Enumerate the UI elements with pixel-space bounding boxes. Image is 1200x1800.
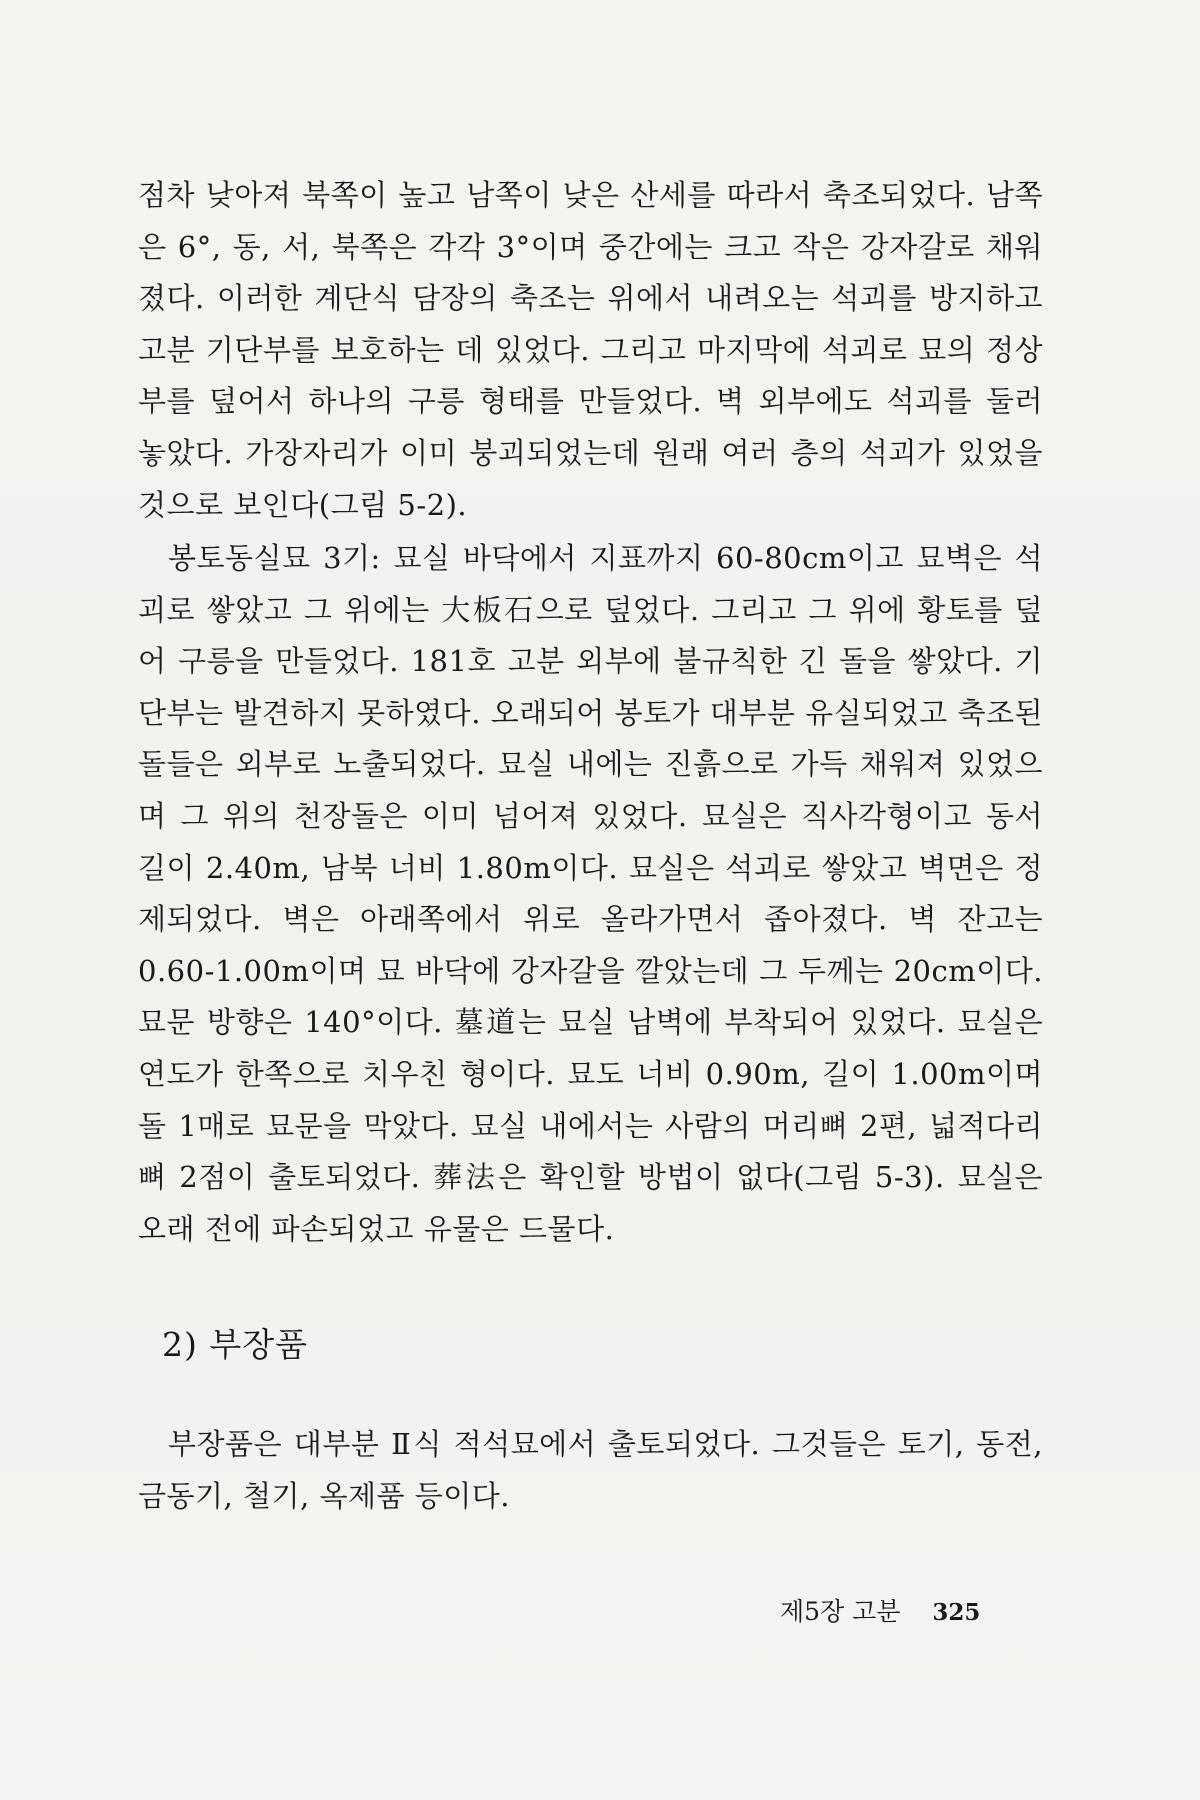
body-paragraph-1: 점차 낮아져 북쪽이 높고 남쪽이 낮은 산세를 따라서 축조되었다. 남쪽은 6°, 동, 서, 북쪽은 각각 3°이며 중간에는 크고 작은 강자갈로 채워졌다. 이러한 계단식 담장의 축조는 위에서 내려오는 석괴를 방지하고 고분 기단부를 보호하는 데 있었다. 그리고 마지막에 석괴로 묘의 정상부를 덮어서 하나의 구릉 형태를 만들었다. 벽 외부에도 석괴를 둘러 놓았다. 가장자리가 이미 붕괴되었는데 원래 여러 층의 석괴가 있었을 것으로 보인다(그림 5-2). [138,178,1043,522]
body-paragraph-3: 부장품은 대부분 Ⅱ식 적석묘에서 출토되었다. 그것들은 토기, 동전, 금동기, 철기, 옥제품 등이다. [138,1427,1043,1513]
body-paragraph-2: 봉토동실묘 3기: 묘실 바닥에서 지표까지 60-80cm이고 묘벽은 석괴로 쌓았고 그 위에는 大板石으로 덮었다. 그리고 그 위에 황토를 덮어 구릉을 만들었다. 181호 고분 외부에 불규칙한 긴 돌을 쌓았다. 기단부는 발견하지 못하였다. 오래되어 봉토가 대부분 유실되었고 축조된 돌들은 외부로 노출되었다. 묘실 내에는 진흙으로 가득 채워져 있었으며 그 위의 천장돌은 이미 넘어져 있었다. 묘실은 직사각형이고 동서 길이 2.40m, 남북 너비 1.80m이다. 묘실은 석괴로 쌓았고 벽면은 정제되었다. 벽은 아래쪽에서 위로 올라가면서 좁아졌다. 벽 잔고는 0.60-1.00m이며 묘 바닥에 강자갈을 깔았는데 그 두께는 20cm이다. 묘문 방향은 140°이다. 墓道는 묘실 남벽에 부착되어 있었다. 묘실은 연도가 한쪽으로 치우친 형이다. 묘도 너비 0.90m, 길이 1.00m이며 돌 1매로 묘문을 막았다. 묘실 내에서는 사람의 머리뼈 2편, 넓적다리뼈 2점이 출토되었다. 葬法은 확인할 방법이 없다(그림 5-3). 묘실은 오래 전에 파손되었고 유물은 드물다. [138,541,1043,1246]
page-number: 325 [932,1599,981,1626]
page-footer [780,1592,980,1628]
chapter-title: 제5장 고분 [780,1597,901,1626]
section-heading: 2) 부장품 [162,1325,308,1364]
